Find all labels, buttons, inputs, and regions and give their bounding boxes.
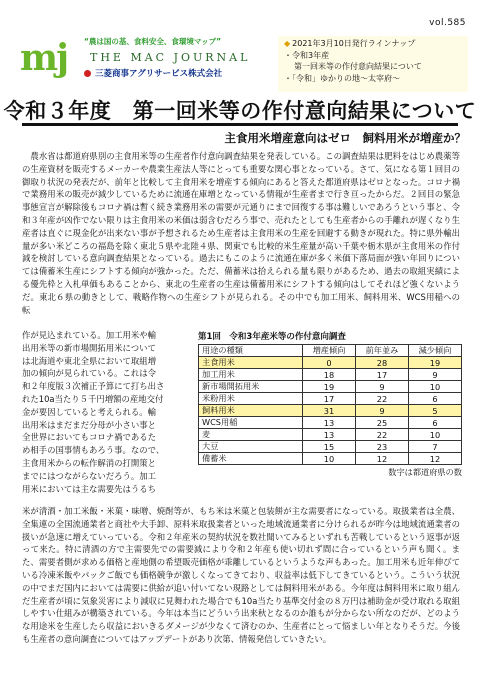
table-cell: 22 bbox=[356, 429, 409, 441]
diamond-icon: ◆ bbox=[284, 39, 291, 48]
table-cell: 31 bbox=[303, 405, 356, 417]
text-line: は北海道や東北全県において取組増 bbox=[22, 355, 156, 366]
text-line: め相手の国事情もあろう事。なので、 bbox=[22, 445, 165, 456]
table-cell: 10 bbox=[303, 453, 356, 465]
row-label: WCS用稲 bbox=[199, 417, 303, 429]
table-cell: 19 bbox=[409, 357, 462, 369]
toc-line: ・令和3年産 bbox=[284, 50, 330, 60]
table-cell: 13 bbox=[303, 429, 356, 441]
row-label: 大豆 bbox=[199, 441, 303, 453]
table-cell: 23 bbox=[356, 441, 409, 453]
table-row bbox=[199, 441, 462, 453]
masthead bbox=[20, 30, 270, 85]
text-line: 出用米はまだまだ分母が小さい事と bbox=[22, 419, 156, 430]
table-cell: 9 bbox=[409, 369, 462, 381]
table-cell: 12 bbox=[356, 453, 409, 465]
row-label: 備蓄米 bbox=[199, 453, 303, 465]
text-line: 出用米等の新市場開拓用米について bbox=[22, 342, 156, 353]
table-cell: 6 bbox=[409, 393, 462, 405]
article-subtitle: 主食用米増産意向はゼロ 飼料用米が増産か？ bbox=[224, 131, 466, 145]
text-line: 加の傾向が見られている。これは令 bbox=[22, 368, 156, 379]
table-of-contents bbox=[278, 36, 468, 92]
article-title: 令和３年度 第一回米等の作付意向結果について bbox=[3, 99, 477, 123]
table-cell: 19 bbox=[303, 381, 356, 393]
table-cell: 10 bbox=[409, 429, 462, 441]
table-cell: 5 bbox=[409, 405, 462, 417]
text-line: 和２年度版３次補正予算にて打ち出さ bbox=[22, 381, 165, 392]
table-row bbox=[199, 381, 462, 393]
toc-line: ◆ 2021年3月10日発行ラインナップ bbox=[284, 39, 416, 48]
article-paragraph-bottom: 米が清酒・加工米飯・米菓・味噌、焼酎等が、もち米は米菓と包装餅が主な需要者になっている。取扱業者は全農、全集連の全国流通業者と商社や大手卸、原料米取扱業者といった地域流通業者に分けられるが昨今は地域流通業者の扱いが急速に増えていっている。令和２年産米の契約状況を数社聞いてみるといずれも苦戦しているという返事が返って来た。特に清酒の方で主需要先での需要減により令和２年産も使い切れず間に合っているという声も聞く。また、需要者側が求める価格と産地側の希望販売価格が乖離しているというような声もあった。加工用米も近年伸びている冷凍米飯やパックご飯でも価格競争が激しくなってきており、収益率は低下してきているという。こういう状況の中でまだ国内においては需要に供給が追い付いてない現路としては飼料用米がある。今年度は飼料用米に取り組んだ生産者が頃に気象災害により減収に見舞われた場合でも10a当たり基準交付金の８万円は補助金が受け取れる取組しやすい仕組みが構築されている。今年は本当にどういう出来秋となるのか誰もが分からない所なのだが、どのような用途米を生産したら収益においきるダメージが少なくて済むのか、生産者にとって悩ましい年となりそうだ。今後も生産者の意向調査についてはアップデートがあり次第、情報発信していきたい。 bbox=[22, 506, 460, 644]
slogan: “農は国の基、食料安全、食環境マップ” bbox=[84, 37, 222, 46]
row-label: 米粉用米 bbox=[199, 393, 303, 405]
table-row bbox=[199, 429, 462, 441]
table-row bbox=[199, 417, 462, 429]
table-cell: 0 bbox=[303, 357, 356, 369]
table-cell: 17 bbox=[356, 369, 409, 381]
planting-intention-table-block bbox=[198, 330, 462, 478]
table-cell: 7 bbox=[409, 441, 462, 453]
table-row bbox=[199, 393, 462, 405]
text-line: 用米においては主な需要先はうるち bbox=[22, 483, 156, 494]
table-cell: 13 bbox=[303, 417, 356, 429]
text-line: 金が要因していると考えられる。輸 bbox=[22, 406, 156, 417]
table-cell: 17 bbox=[303, 393, 356, 405]
toc-line: 第一回米等の作付意向結果について bbox=[294, 62, 422, 71]
article-side-column bbox=[22, 329, 184, 495]
title-rule bbox=[22, 123, 458, 126]
text-line: 主食用米からの転作解消の打開策と bbox=[22, 457, 156, 468]
mj-logo-letters: mj bbox=[20, 37, 68, 79]
table-cell: 12 bbox=[409, 453, 462, 465]
column-header: 減少傾向 bbox=[409, 345, 462, 357]
text-line: 全世界においてもコロナ禍であるた bbox=[22, 432, 156, 443]
row-label: 飼料用米 bbox=[199, 405, 303, 417]
table-cell: 6 bbox=[409, 417, 462, 429]
planting-intention-table bbox=[198, 344, 462, 465]
table-cell: 9 bbox=[356, 405, 409, 417]
table-note: 数字は都道府県の数 bbox=[388, 467, 462, 477]
company-logo-icon bbox=[84, 70, 91, 77]
table-cell: 25 bbox=[356, 417, 409, 429]
company-name: 三菱商事アグリサービス株式会社 bbox=[84, 67, 222, 79]
table-cell: 22 bbox=[356, 393, 409, 405]
volume-number: vol.585 bbox=[429, 18, 466, 28]
toc-line: ・「令和」ゆかりの地～太宰府～ bbox=[284, 73, 400, 83]
table-cell: 28 bbox=[356, 357, 409, 369]
table-title: 第1回 令和3年産米等の作付意向調査 bbox=[198, 332, 346, 342]
text-line: までにはつながらないだろう。加工 bbox=[22, 470, 156, 481]
text-line: 作が見込まれている。加工用米や輸 bbox=[22, 330, 156, 340]
newsletter-header bbox=[0, 0, 480, 92]
mj-logo bbox=[20, 37, 68, 79]
row-label: 主食用米 bbox=[199, 357, 303, 369]
text-line: れた10a当たり５千円増額の産地交付 bbox=[22, 393, 164, 404]
table-row bbox=[199, 369, 462, 381]
table-cell: 9 bbox=[356, 381, 409, 393]
table-header-row bbox=[199, 345, 462, 357]
article-paragraph: 農水省は都道府県別の主食用米等の生産者作付意向調査結果を発表している。この調査結果は肥料をはじめ農薬等の生産資材を販売するメーカーや農業生産法人等にとっても重要な関心事となっている。さて、気になる第１回目の御取り状況の発表だが、前年と比較して主食用米を増産する傾向にあると答えた都道府県はゼロとなった。コロナ禍で業務用米の販売が減少しているために流通在庫増となっている情報が生産者まで行き亘ったからだ。２回目の緊急事態宣言が解除後もコロナ禍は暫く続き業務用米の需要が元通りにまで回復する事は難しいであろうという事と、令和３年産が凶作でない限りは主食用米の米価は弱含むだろう事で、売れたとしても生産者からの手離れが遅くなり生産者は直ぐに現金化が出来ない事が予想されるため生産者は主食用米の生産を回避する動きが現れた。特に県外輸出量が多い米どころの福島を除く東北５県や北陸４県、関東でも比較的米生産量が高い千葉や栃木県が主食用米の作付減を検討している意向調査結果となっている。過去にもこのように流通在庫が多く米価下落局面が強い年回りについては備蓄米生産にシフトする傾向が強かった。ただ、備蓄米は拾えられる量も限りがあるため、過去の取組実績による優先枠と入札単価もあることから、東北の生産者の生産は備蓄用米にシフトする傾向はしてそれほど強くないようだ。東北６県の動きとして、戦略作物への生産シフトが見られる。その中でも加工用米、飼料用米、WCS用稲への転 bbox=[22, 151, 460, 315]
table-cell: 10 bbox=[409, 381, 462, 393]
row-label: 新市場開拓用米 bbox=[199, 381, 303, 393]
table-row bbox=[199, 453, 462, 465]
row-label: 麦 bbox=[199, 429, 303, 441]
journal-name: THE MAC JOURNAL bbox=[90, 51, 251, 64]
column-header: 用途の種類 bbox=[199, 345, 303, 357]
table-cell: 18 bbox=[303, 369, 356, 381]
table-cell: 15 bbox=[303, 441, 356, 453]
table-row bbox=[199, 405, 462, 417]
column-header: 前年並み bbox=[356, 345, 409, 357]
column-header: 増産傾向 bbox=[303, 345, 356, 357]
row-label: 加工用米 bbox=[199, 369, 303, 381]
table-row bbox=[199, 357, 462, 369]
